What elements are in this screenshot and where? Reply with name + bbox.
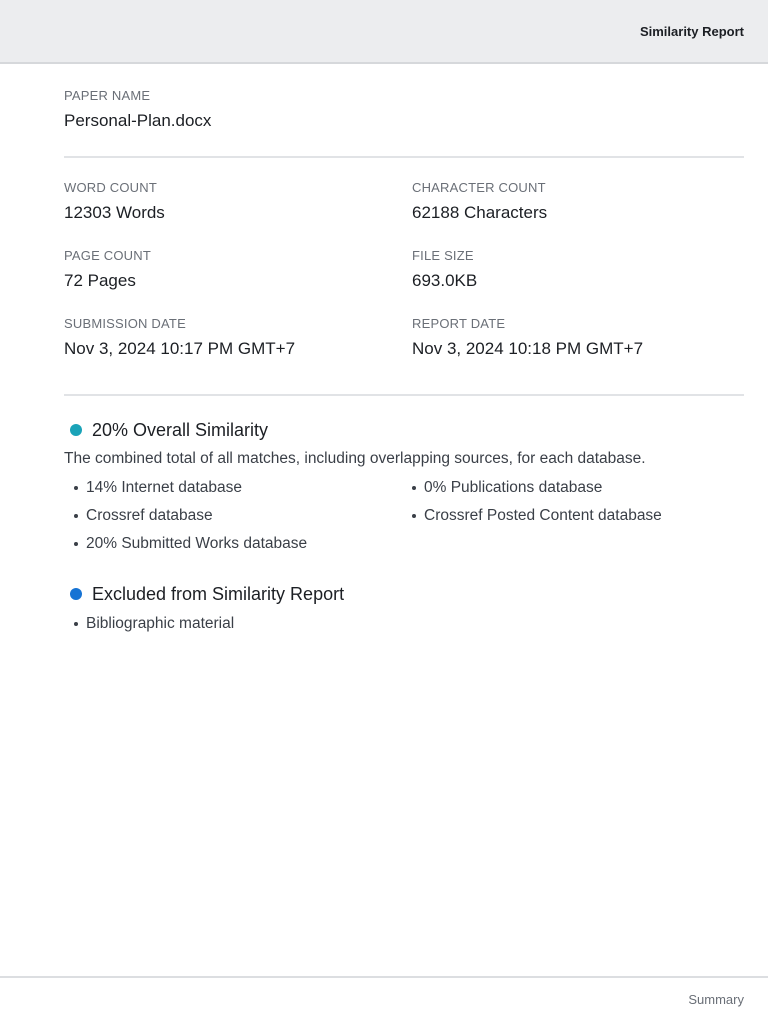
list-item-label: 0% Publications database — [424, 479, 603, 496]
overall-similarity-title: 20% Overall Similarity — [92, 419, 269, 440]
excluded-dot-icon — [70, 588, 82, 600]
report-date-value: Nov 3, 2024 10:18 PM GMT+7 — [412, 339, 644, 358]
character-count-label: CHARACTER COUNT — [412, 180, 546, 195]
paper-name-label: PAPER NAME — [64, 88, 151, 103]
list-item-label: Crossref Posted Content database — [424, 507, 662, 524]
list-item — [402, 502, 744, 530]
report-date-field — [412, 316, 744, 370]
file-size-field — [412, 248, 744, 302]
list-item — [402, 474, 744, 502]
list-item-label: 14% Internet database — [86, 479, 242, 496]
similarity-dot-icon — [70, 424, 82, 436]
report-header — [0, 0, 768, 64]
page-count-field — [64, 248, 412, 302]
word-count-label: WORD COUNT — [64, 180, 157, 195]
excluded-section — [64, 558, 744, 638]
bullet-icon — [74, 486, 78, 490]
list-item-label: Crossref database — [86, 507, 213, 524]
bullet-icon — [412, 486, 416, 490]
excluded-heading — [64, 582, 744, 606]
word-count-value: 12303 Words — [64, 203, 165, 222]
report-footer — [0, 976, 768, 1024]
list-item — [64, 474, 402, 502]
paper-name-field — [64, 64, 744, 156]
excluded-list — [64, 610, 744, 638]
report-content — [64, 64, 744, 638]
list-item-label: Bibliographic material — [86, 615, 235, 632]
bullet-icon — [412, 514, 416, 518]
similarity-description: The combined total of all matches, including overlapping sources, for each database. — [64, 450, 646, 467]
bullet-icon — [74, 622, 78, 626]
excluded-title: Excluded from Similarity Report — [92, 583, 345, 604]
page-count-label: PAGE COUNT — [64, 248, 151, 263]
overall-similarity-section — [64, 396, 744, 558]
character-count-field — [412, 180, 744, 234]
file-size-value: 693.0KB — [412, 271, 478, 290]
list-item — [64, 530, 402, 558]
footer-summary-label: Summary — [688, 992, 744, 1007]
list-item-label: 20% Submitted Works database — [86, 535, 308, 552]
file-size-label: FILE SIZE — [412, 248, 474, 263]
submission-date-label: SUBMISSION DATE — [64, 316, 186, 331]
page-count-value: 72 Pages — [64, 271, 136, 290]
submission-date-field — [64, 316, 412, 370]
submission-date-value: Nov 3, 2024 10:17 PM GMT+7 — [64, 339, 296, 358]
document-metadata — [64, 158, 744, 394]
report-title: Similarity Report — [639, 24, 744, 39]
character-count-value: 62188 Characters — [412, 203, 548, 222]
report-date-label: REPORT DATE — [412, 316, 506, 331]
list-item — [64, 610, 744, 638]
overall-similarity-heading — [64, 418, 744, 442]
paper-name-value: Personal-Plan.docx — [64, 111, 212, 130]
bullet-icon — [74, 514, 78, 518]
word-count-field — [64, 180, 412, 234]
bullet-icon — [74, 542, 78, 546]
list-item — [64, 502, 402, 530]
similarity-database-list — [64, 474, 744, 558]
